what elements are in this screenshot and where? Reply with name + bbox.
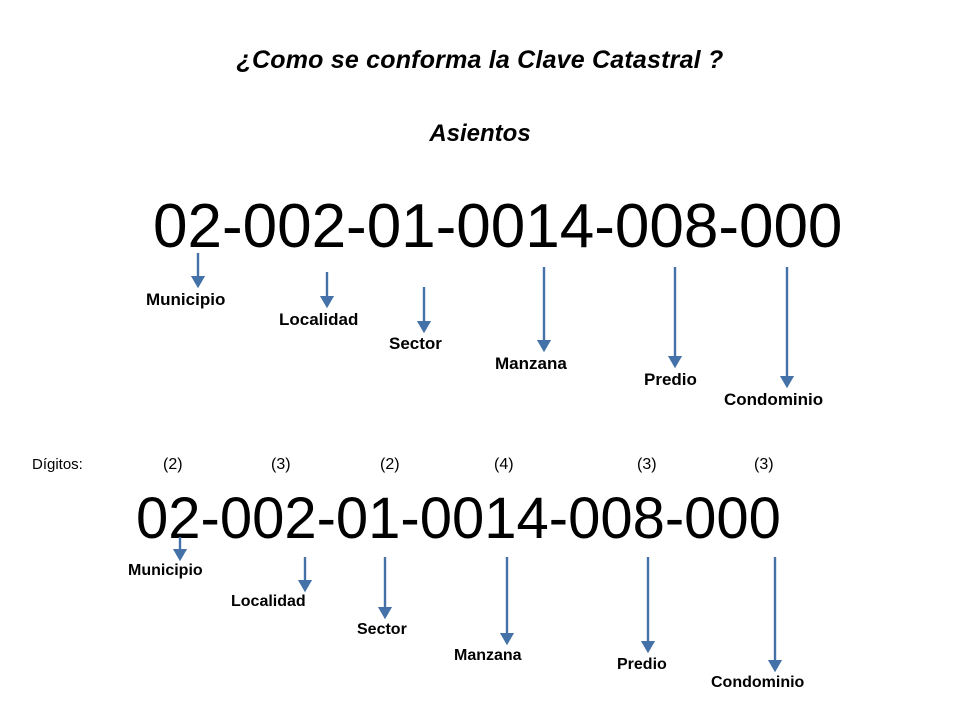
label-localidad-bottom: Localidad bbox=[231, 593, 306, 610]
digit-count-predio: (3) bbox=[637, 456, 657, 473]
label-manzana-top: Manzana bbox=[495, 354, 567, 373]
digit-count-condominio: (3) bbox=[754, 456, 774, 473]
label-predio-top: Predio bbox=[644, 370, 697, 389]
digit-count-localidad: (3) bbox=[271, 456, 291, 473]
label-municipio-bottom: Municipio bbox=[128, 562, 203, 579]
label-predio-bottom: Predio bbox=[617, 656, 667, 673]
digit-count-sector: (2) bbox=[380, 456, 400, 473]
page-title: ¿Como se conforma la Clave Catastral ? bbox=[236, 46, 724, 74]
label-manzana-bottom: Manzana bbox=[454, 647, 522, 664]
section-subtitle: Asientos bbox=[429, 120, 531, 147]
label-condominio-top: Condominio bbox=[724, 390, 824, 409]
digits-row-label: Dígitos: bbox=[32, 456, 83, 473]
cadastral-key-bottom: 02-002-01-0014-008-000 bbox=[136, 486, 781, 551]
digit-count-municipio: (2) bbox=[163, 456, 183, 473]
label-sector-top: Sector bbox=[389, 334, 442, 353]
label-localidad-top: Localidad bbox=[279, 310, 359, 329]
cadastral-key-top: 02-002-01-0014-008-000 bbox=[153, 192, 843, 261]
label-municipio-top: Municipio bbox=[146, 290, 226, 309]
label-condominio-bottom: Condominio bbox=[711, 674, 805, 691]
label-sector-bottom: Sector bbox=[357, 621, 407, 638]
digit-count-manzana: (4) bbox=[494, 456, 514, 473]
